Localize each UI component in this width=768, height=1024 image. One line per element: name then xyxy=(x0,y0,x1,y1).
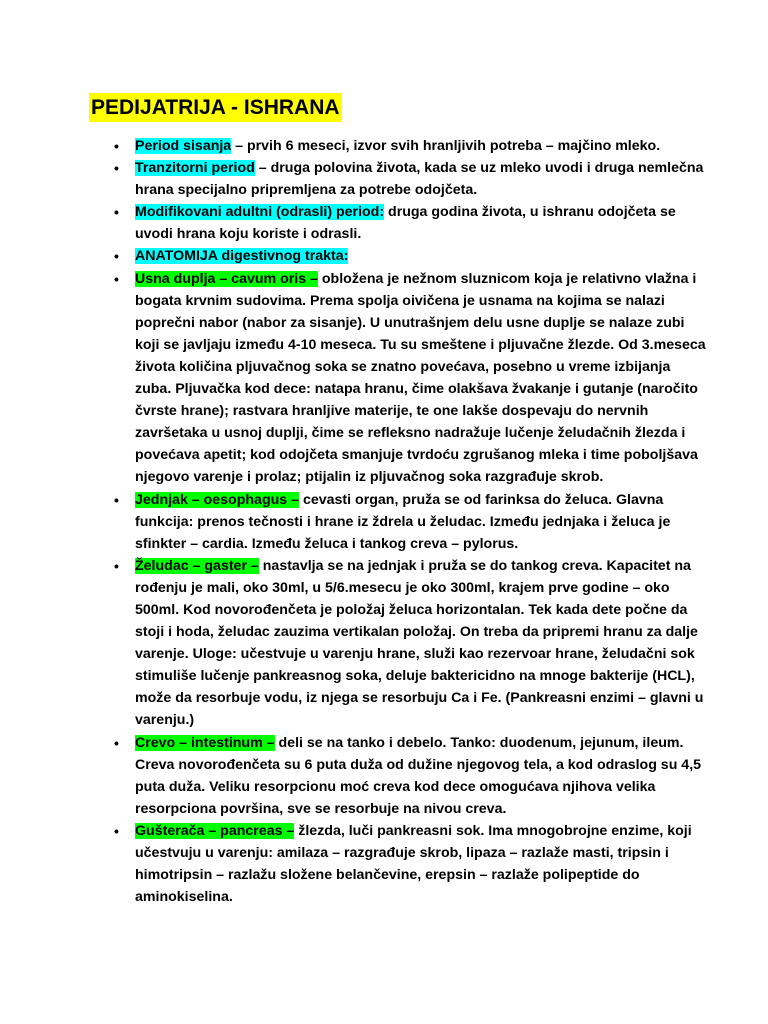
term-highlight: Gušterača – pancreas – xyxy=(135,822,295,839)
bullet-list xyxy=(0,135,768,908)
item-text: nastavlja se na jednjak i pruža se do tankog creva. Kapacitet na rođenju je mali, oko 30ml, u 5/6.mesecu je oko 300ml, krajem prve godine – oko 500ml. Kod novorođenčeta je položaj želuca horizontalan. Tek kada dete počne da stoji i hoda, želudac zauzima vertikalan položaj. On treba da pripremi hranu za dalje varenje. Uloge: učestvuje u varenju hrane, služi kao rezervoar hrane, želudačni sok stimuliše lučenje pankreasnog soka, deluje baktericidno na mnoge bakterije (HCL), može da resorbuje vodu, iz njega se resorbuju Ca i Fe. (Pankreasni enzimi – glavni u varenju.) xyxy=(135,557,704,729)
bullet-icon: • xyxy=(114,557,119,574)
item-text: cevasti organ, pruža se od farinksa do želuca. Glavna funkcija: prenos tečnosti i hrane iz ždrela u želudac. Između jednjaka i želuca je sfinkter – cardia. Između želuca i tankog creva – pylorus. xyxy=(135,491,671,552)
term-highlight: Period sisanja xyxy=(135,138,232,154)
list-item-usna-duplja xyxy=(0,268,768,489)
item-text: deli se na tanko i debelo. Tanko: duodenum, jejunum, ileum. Creva novorođenčeta su 6 puta duža od dužine njegovog tela, a kod odraslog su 4,5 puta duža. Veliku resorpcionu moć creva kod dece omogućava njihova velika resorpciona površina, sve se resorbuje na nivou creva. xyxy=(135,734,702,817)
list-item-jednjak xyxy=(0,489,768,555)
item-text: obložena je nežnom sluznicom koja je relativno vlažna i bogata krvnim sudovima. Prema spolja oivičena je usnama na kojima se nalazi poprečni nabor (nabor za sisanje). U unutrašnjem delu usne duplje se nalaze zubi koji se javljaju između 4-10 meseca. Tu su smeštene i pljuvačne žlezde. Od 3.meseca života količina pljuvačnog soka se znatno povećava, posebno u vreme izbijanja zuba. Pljuvačka kod dece: natapa hranu, čime olakšava žvakanje i gutanje (naročito čvrste hrane); rastvara hranljive materije, te one lakše dospevaju do nervnih završetaka u usnoj duplji, čime se refleksno nadražuje lučenje želudačnih žlezda i povećava apetit; kod odojčeta smanjuje tvrdoću zgrušanog mleka i time poboljšava njegovo varenje i prolaz; ptijalin iz pljuvačnog soka razgrađuje skrob. xyxy=(135,270,706,486)
term-separator: – xyxy=(231,138,247,154)
term-highlight: Crevo – intestinum – xyxy=(135,734,275,751)
bullet-icon: • xyxy=(114,248,119,265)
item-text: prvih 6 meseci, izvor svih hranljivih potreba – majčino mleko. xyxy=(246,138,661,154)
term-highlight: Želudac – gaster – xyxy=(135,557,259,574)
term-highlight: Usna duplja – cavum oris – xyxy=(135,270,318,287)
bullet-icon: • xyxy=(114,160,119,177)
bullet-icon: • xyxy=(114,138,119,154)
list-item-period-sisanja xyxy=(0,135,768,157)
item-text: druga godina života, u ishranu odojčeta se uvodi hrana koju koriste i odrasli. xyxy=(135,204,676,243)
item-text: druga polovina života, kada se uz mleko uvodi i druga nemlečna hrana specijalno pripremljena za potrebe odojčeta. xyxy=(135,160,704,199)
list-item-zeludac xyxy=(0,555,768,732)
list-item-gusteraca xyxy=(0,820,768,908)
document-title: PEDIJATRIJA - ISHRANA xyxy=(89,93,342,122)
list-item-modifikovani-period xyxy=(0,201,768,245)
bullet-icon: • xyxy=(114,822,119,839)
term-separator: – xyxy=(254,160,271,177)
item-text: žlezda, luči pankreasni sok. Ima mnogobrojne enzime, koji učestvuju u varenju: amilaza – razgrađuje skrob, lipaza – razlaže masti, tripsin i himotripsin – razlažu složene belančevine, erepsin – razlaže polipeptide do aminokiselina. xyxy=(135,822,692,906)
list-item-tranzitorni-period xyxy=(0,157,768,201)
bullet-icon: • xyxy=(114,491,119,508)
bullet-icon: • xyxy=(114,734,119,751)
term-highlight: Modifikovani adultni (odrasli) period: xyxy=(135,204,385,221)
term-highlight: Jednjak – oesophagus – xyxy=(135,491,300,508)
list-item-anatomija xyxy=(0,245,768,267)
bullet-icon: • xyxy=(114,270,119,287)
section-heading: ANATOMIJA digestivnog trakta: xyxy=(135,248,349,265)
list-item-crevo xyxy=(0,732,768,820)
bullet-icon: • xyxy=(114,204,119,221)
term-highlight: Tranzitorni period xyxy=(135,160,255,177)
